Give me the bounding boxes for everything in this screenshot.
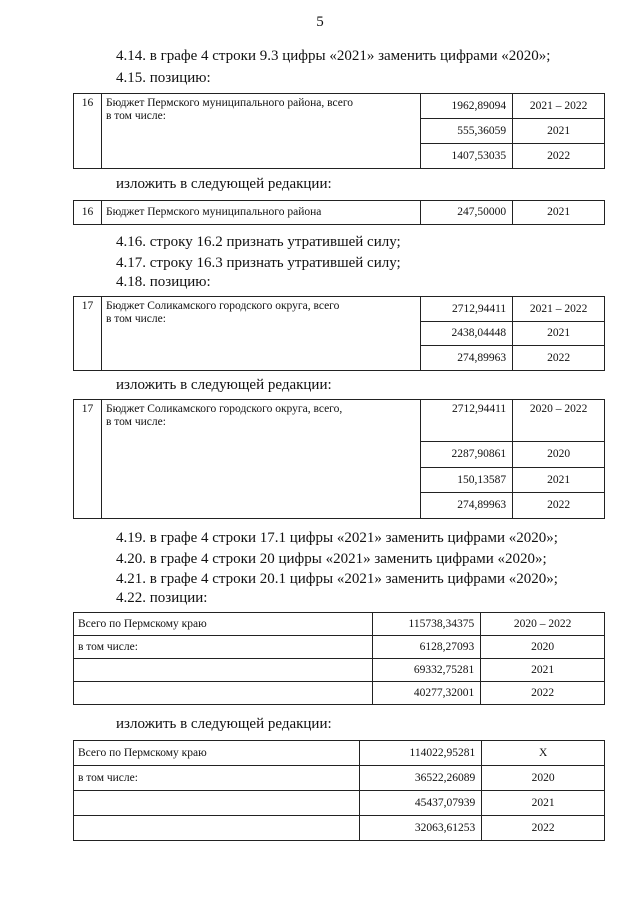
year-cell: 2020: [481, 636, 605, 659]
row-label: в том числе:: [74, 766, 360, 791]
row-label: [74, 682, 373, 705]
value-cell: 36522,26089: [360, 766, 482, 791]
edit-note-3: изложить в следующей редакции:: [116, 716, 332, 732]
row-number: 17: [74, 400, 102, 519]
value-cell: 2712,94411: [421, 297, 513, 322]
row-label: Всего по Пермскому краю: [74, 613, 373, 636]
value-cell: 2438,04448: [421, 322, 513, 346]
row-name: Бюджет Соликамского городского округа, всего, в том числе:: [101, 400, 420, 519]
year-cell: 2022: [513, 346, 605, 371]
item-4-19: 4.19. в графе 4 строки 17.1 цифры «2021» заменить цифрами «2020»;: [116, 530, 558, 546]
value-cell: 274,89963: [421, 493, 513, 519]
row-label: Всего по Пермскому краю: [74, 741, 360, 766]
item-4-20: 4.20. в графе 4 строки 20 цифры «2021» заменить цифрами «2020»;: [116, 551, 547, 567]
value-cell: 6128,27093: [373, 636, 481, 659]
row-label: в том числе:: [74, 636, 373, 659]
table-position-17-old: [73, 296, 605, 371]
table-position-17-new: [73, 399, 605, 519]
year-cell: 2021 – 2022: [513, 297, 605, 322]
year-cell: 2020: [482, 766, 605, 791]
year-cell: 2020: [513, 442, 605, 468]
value-cell: 1962,89094: [421, 94, 513, 119]
value-cell: 1407,53035: [421, 144, 513, 169]
edit-note-1: изложить в следующей редакции:: [116, 176, 332, 192]
value-cell: 2712,94411: [421, 400, 513, 442]
row-label: [74, 659, 373, 682]
value-cell: 247,50000: [421, 201, 513, 225]
item-4-15: 4.15. позицию:: [116, 70, 211, 86]
year-cell: 2021: [481, 659, 605, 682]
row-label: [74, 791, 360, 816]
item-4-17: 4.17. строку 16.3 признать утратившей силу;: [116, 255, 401, 271]
value-cell: 150,13587: [421, 468, 513, 493]
value-cell: 69332,75281: [373, 659, 481, 682]
year-cell: 2022: [481, 682, 605, 705]
edit-note-2: изложить в следующей редакции:: [116, 377, 332, 393]
item-4-18: 4.18. позицию:: [116, 274, 211, 290]
year-cell: 2022: [513, 493, 605, 519]
table-position-16-new: [73, 200, 605, 225]
year-cell: 2020 – 2022: [513, 400, 605, 442]
year-cell: 2021: [513, 201, 605, 225]
item-4-14: 4.14. в графе 4 строки 9.3 цифры «2021» заменить цифрами «2020»;: [116, 48, 551, 64]
row-name: Бюджет Пермского муниципального района: [101, 201, 420, 225]
year-cell: 2021: [513, 322, 605, 346]
year-cell: 2021 – 2022: [513, 94, 605, 119]
row-number: 17: [74, 297, 102, 371]
value-cell: 115738,34375: [373, 613, 481, 636]
year-cell: 2021: [482, 791, 605, 816]
year-cell: 2022: [482, 816, 605, 841]
row-name: Бюджет Пермского муниципального района, всего в том числе:: [101, 94, 420, 169]
value-cell: 274,89963: [421, 346, 513, 371]
year-cell: 2021: [513, 468, 605, 493]
table-position-16-old: [73, 93, 605, 169]
table-perm-total-old: [73, 612, 605, 705]
row-number: 16: [74, 201, 102, 225]
value-cell: 45437,07939: [360, 791, 482, 816]
row-label: [74, 816, 360, 841]
table-perm-total-new: [73, 740, 605, 841]
value-cell: 555,36059: [421, 119, 513, 144]
page-number: 5: [316, 14, 324, 30]
item-4-22: 4.22. позиции:: [116, 590, 208, 606]
value-cell: 2287,90861: [421, 442, 513, 468]
year-cell: X: [482, 741, 605, 766]
item-4-21: 4.21. в графе 4 строки 20.1 цифры «2021» заменить цифрами «2020»;: [116, 571, 558, 587]
year-cell: 2021: [513, 119, 605, 144]
value-cell: 32063,61253: [360, 816, 482, 841]
value-cell: 114022,95281: [360, 741, 482, 766]
value-cell: 40277,32001: [373, 682, 481, 705]
row-name: Бюджет Соликамского городского округа, всего в том числе:: [101, 297, 420, 371]
row-number: 16: [74, 94, 102, 169]
year-cell: 2022: [513, 144, 605, 169]
year-cell: 2020 – 2022: [481, 613, 605, 636]
item-4-16: 4.16. строку 16.2 признать утратившей силу;: [116, 234, 401, 250]
